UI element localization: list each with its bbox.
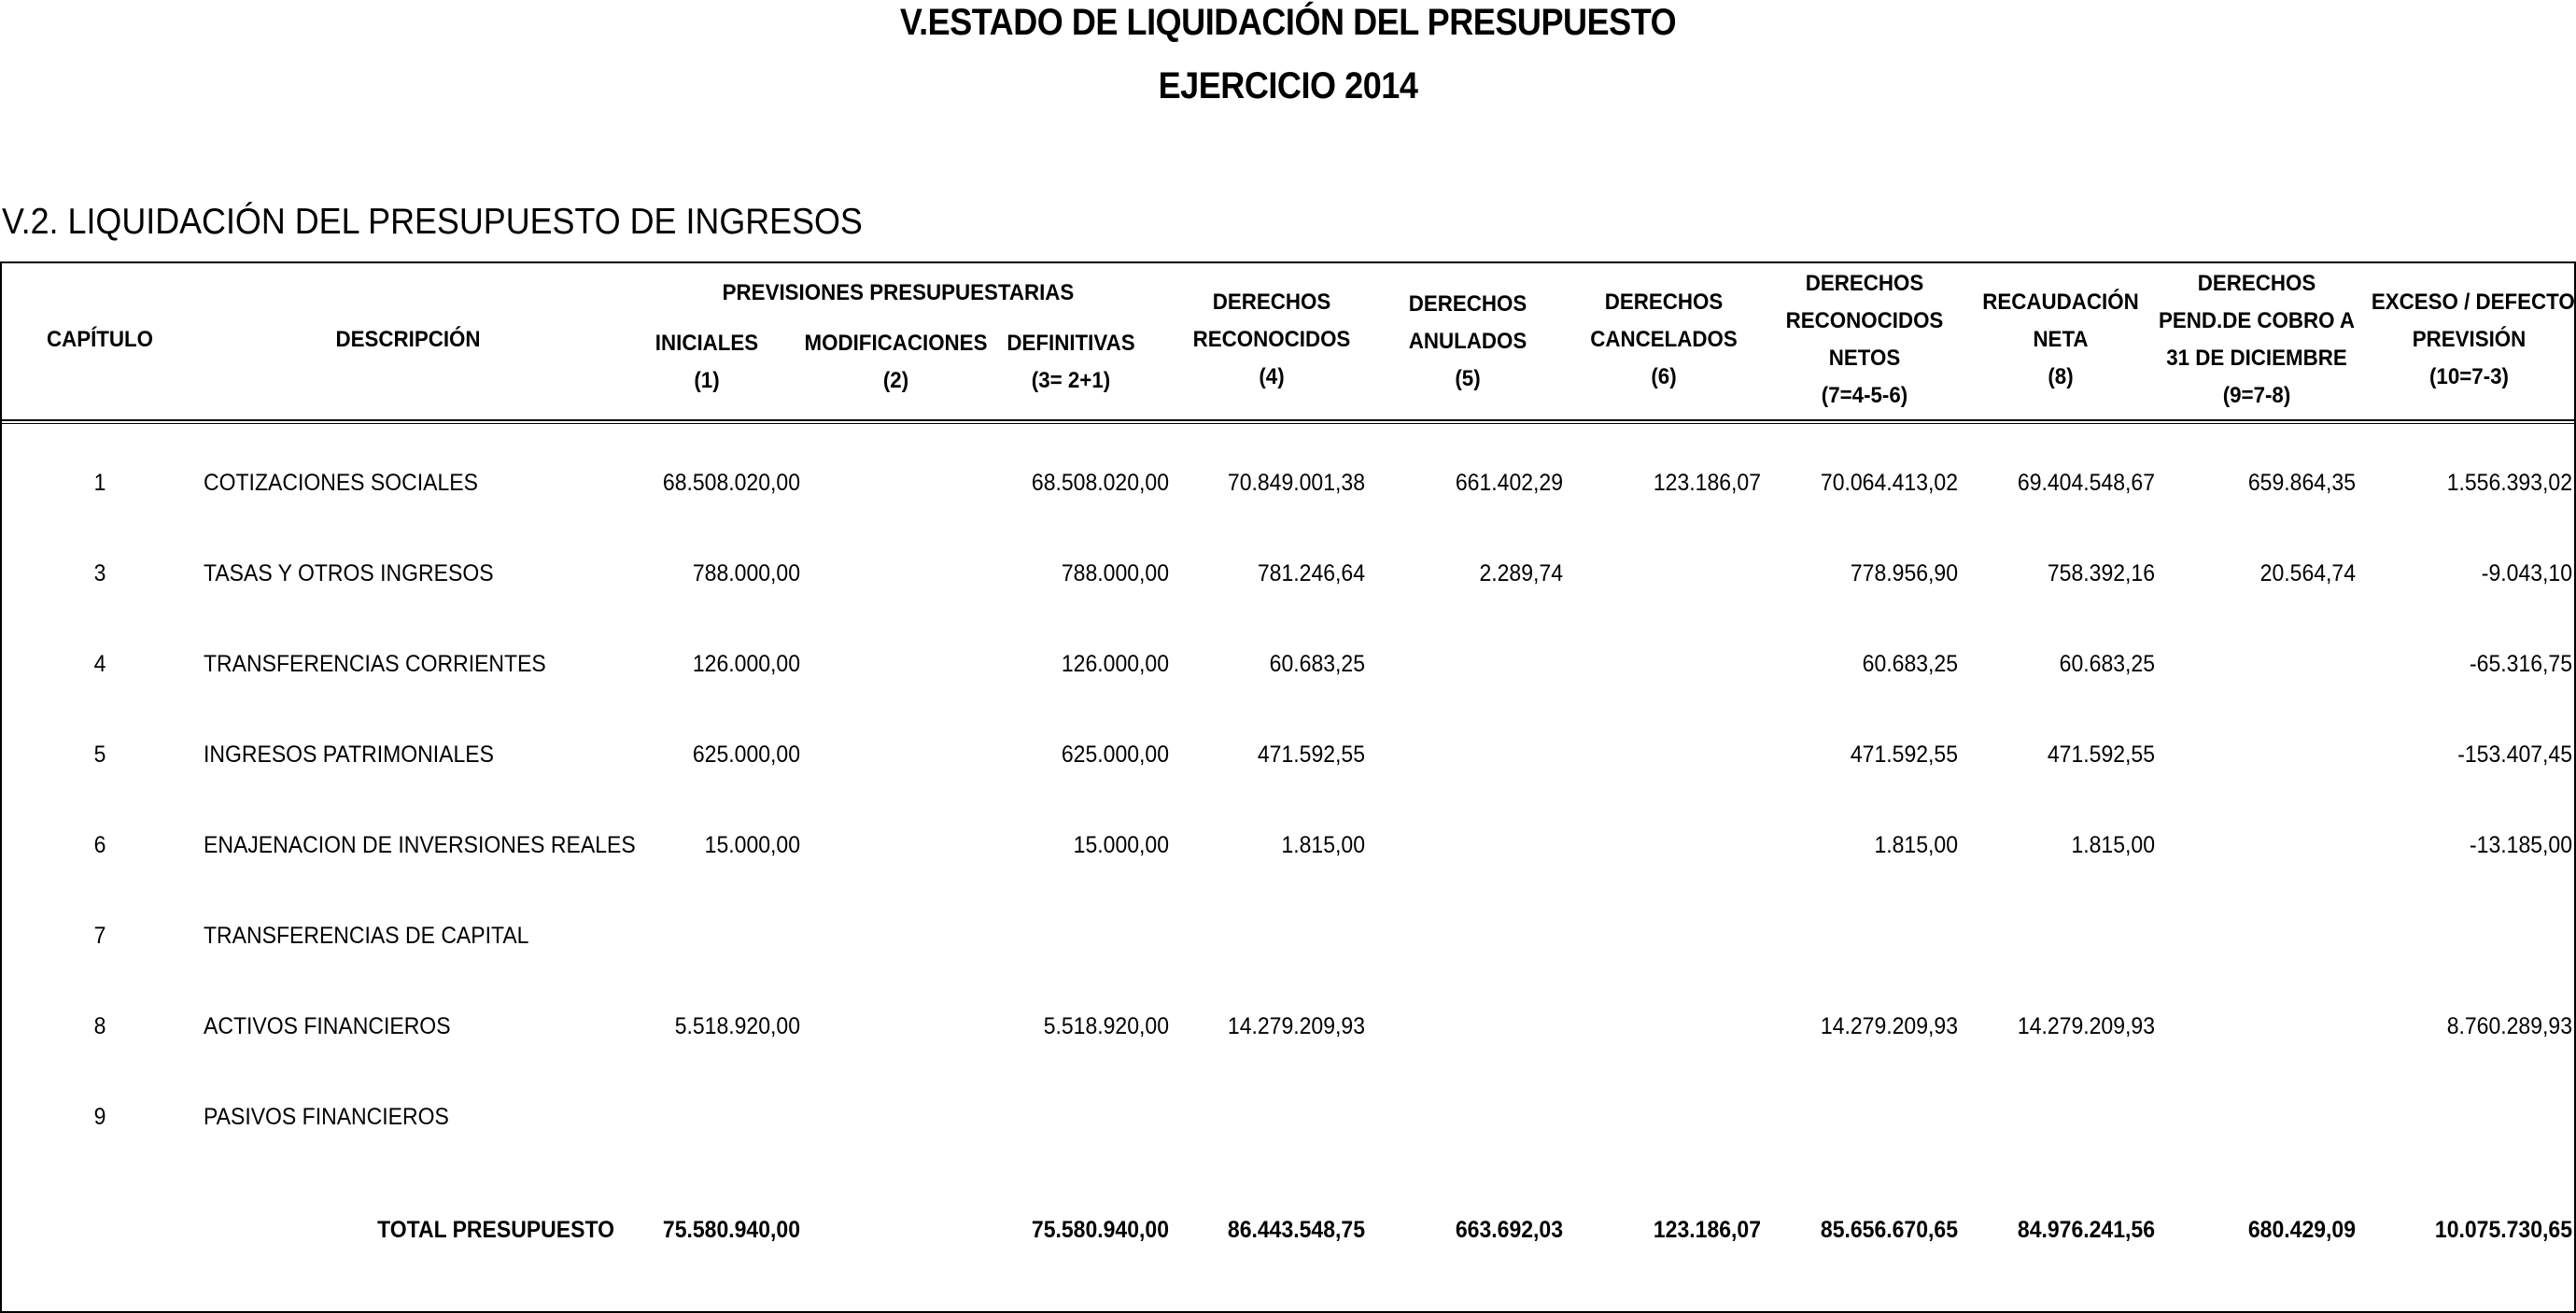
- report-title: V.ESTADO DE LIQUIDACIÓN DEL PRESUPUESTO: [899, 2, 1677, 43]
- row-capitulo: 4: [93, 651, 106, 677]
- header-divider-inner: [2, 423, 2574, 424]
- row-iniciales: 625.000,00: [692, 741, 800, 768]
- section-subtitle: V.2. LIQUIDACIÓN DEL PRESUPUESTO DE INGRESOS: [2, 202, 863, 242]
- row-definitivas: 625.000,00: [1061, 741, 1169, 768]
- row-netos: 1.815,00: [1874, 832, 1958, 858]
- row-anulados: 661.402,29: [1455, 470, 1563, 496]
- row-capitulo: 1: [93, 470, 106, 496]
- row-recaudacion: 471.592,55: [2047, 741, 2155, 768]
- row-reconocidos: 14.279.209,93: [1227, 1013, 1365, 1039]
- row-definitivas: 788.000,00: [1061, 560, 1169, 586]
- row-exceso: -65.316,75: [2470, 651, 2572, 677]
- row-definitivas: 68.508.020,00: [1031, 470, 1169, 496]
- total-anulados: 663.692,03: [1455, 1217, 1563, 1243]
- header-pendientes-cobro: DERECHOS PEND.DE COBRO A 31 DE DICIEMBRE (9=7-8): [2158, 271, 2355, 408]
- row-iniciales: 5.518.920,00: [674, 1013, 800, 1039]
- total-iniciales: 75.580.940,00: [662, 1217, 800, 1243]
- row-pendientes: 659.864,35: [2247, 470, 2356, 496]
- row-reconocidos: 471.592,55: [1257, 741, 1365, 768]
- row-netos: 70.064.413,02: [1820, 470, 1958, 496]
- row-netos: 471.592,55: [1850, 741, 1958, 768]
- row-recaudacion: 758.392,16: [2047, 560, 2155, 586]
- header-recaudacion-neta: RECAUDACIÓN NETA (8): [1982, 289, 2139, 389]
- row-exceso: -153.407,45: [2457, 741, 2572, 768]
- total-exceso: 10.075.730,65: [2434, 1217, 2572, 1243]
- row-descripcion: INGRESOS PATRIMONIALES: [204, 741, 494, 768]
- header-previsiones-group: PREVISIONES PRESUPUESTARIAS: [722, 280, 1075, 305]
- row-recaudacion: 69.404.548,67: [2017, 470, 2155, 496]
- total-pendientes: 680.429,09: [2247, 1217, 2356, 1243]
- row-reconocidos: 70.849.001,38: [1227, 470, 1365, 496]
- row-anulados: 2.289,74: [1479, 560, 1563, 586]
- total-recaudacion: 84.976.241,56: [2017, 1217, 2155, 1243]
- row-reconocidos: 60.683,25: [1269, 651, 1365, 677]
- row-definitivas: 15.000,00: [1073, 832, 1169, 858]
- row-descripcion: TASAS Y OTROS INGRESOS: [204, 560, 494, 586]
- row-netos: 778.956,90: [1850, 560, 1958, 586]
- row-exceso: -13.185,00: [2470, 832, 2572, 858]
- row-recaudacion: 14.279.209,93: [2017, 1013, 2155, 1039]
- row-recaudacion: 60.683,25: [2059, 651, 2155, 677]
- row-pendientes: 20.564,74: [2259, 560, 2356, 586]
- total-netos: 85.656.670,65: [1820, 1217, 1958, 1243]
- header-derechos-reconocidos: DERECHOS RECONOCIDOS (4): [1192, 289, 1351, 389]
- row-recaudacion: 1.815,00: [2071, 832, 2155, 858]
- row-iniciales: 68.508.020,00: [662, 470, 800, 496]
- row-descripcion: COTIZACIONES SOCIALES: [204, 470, 478, 496]
- row-capitulo: 3: [93, 560, 106, 586]
- header-derechos-netos: DERECHOS RECONOCIDOS NETOS (7=4-5-6): [1785, 271, 1944, 408]
- total-label: TOTAL PRESUPUESTO: [377, 1217, 614, 1243]
- row-descripcion: ENAJENACION DE INVERSIONES REALES: [204, 832, 636, 858]
- row-reconocidos: 1.815,00: [1281, 832, 1365, 858]
- row-iniciales: 126.000,00: [692, 651, 800, 677]
- header-modificaciones: MODIFICACIONES (2): [804, 331, 988, 393]
- row-iniciales: 15.000,00: [704, 832, 800, 858]
- header-divider: [2, 419, 2574, 421]
- row-definitivas: 126.000,00: [1061, 651, 1169, 677]
- row-descripcion: TRANSFERENCIAS CORRIENTES: [204, 651, 546, 677]
- header-derechos-anulados: DERECHOS ANULADOS (5): [1408, 291, 1527, 391]
- row-netos: 14.279.209,93: [1820, 1013, 1958, 1039]
- row-capitulo: 9: [93, 1104, 106, 1130]
- row-exceso: 1.556.393,02: [2446, 470, 2572, 496]
- row-capitulo: 7: [93, 923, 106, 949]
- row-capitulo: 8: [93, 1013, 106, 1039]
- header-iniciales: INICIALES (1): [655, 331, 759, 393]
- row-definitivas: 5.518.920,00: [1043, 1013, 1169, 1039]
- row-descripcion: PASIVOS FINANCIEROS: [204, 1104, 449, 1130]
- row-exceso: -9.043,10: [2481, 560, 2572, 586]
- report-year: EJERCICIO 2014: [1158, 65, 1418, 106]
- row-exceso: 8.760.289,93: [2446, 1013, 2572, 1039]
- total-cancelados: 123.186,07: [1653, 1217, 1761, 1243]
- total-definitivas: 75.580.940,00: [1031, 1217, 1169, 1243]
- header-exceso-defecto: EXCESO / DEFECTO PREVISIÓN (10=7-3): [2371, 289, 2575, 389]
- row-netos: 60.683,25: [1862, 651, 1958, 677]
- header-definitivas: DEFINITIVAS (3= 2+1): [1006, 331, 1135, 393]
- row-reconocidos: 781.246,64: [1257, 560, 1365, 586]
- row-descripcion: TRANSFERENCIAS DE CAPITAL: [204, 923, 529, 949]
- row-descripcion: ACTIVOS FINANCIEROS: [204, 1013, 451, 1039]
- header-capitulo: CAPÍTULO: [46, 327, 154, 352]
- total-reconocidos: 86.443.548,75: [1227, 1217, 1365, 1243]
- row-iniciales: 788.000,00: [692, 560, 800, 586]
- header-descripcion: DESCRIPCIÓN: [335, 327, 481, 352]
- header-derechos-cancelados: DERECHOS CANCELADOS (6): [1590, 289, 1738, 389]
- row-capitulo: 6: [93, 832, 106, 858]
- row-capitulo: 5: [93, 741, 106, 768]
- ingresos-table: [0, 261, 2576, 1313]
- row-cancelados: 123.186,07: [1653, 470, 1761, 496]
